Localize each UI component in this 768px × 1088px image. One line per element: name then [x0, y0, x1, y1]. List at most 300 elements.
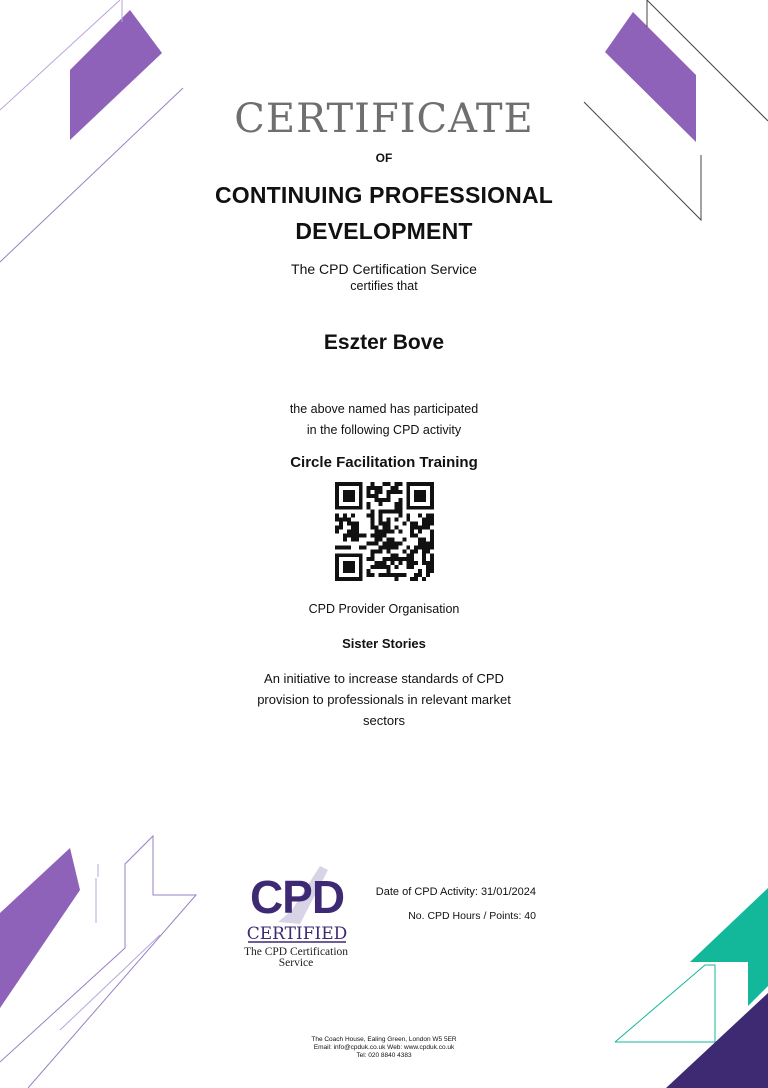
- qr-module: [418, 537, 422, 541]
- qr-module: [398, 557, 402, 561]
- qr-module: [394, 502, 398, 506]
- qr-module: [335, 557, 339, 561]
- qr-module: [359, 502, 363, 506]
- qr-module: [414, 533, 418, 537]
- qr-module: [406, 502, 410, 506]
- heading-line-1: CONTINUING PROFESSIONAL: [214, 182, 554, 208]
- qr-module: [398, 490, 402, 494]
- qr-module: [347, 565, 351, 569]
- qr-module: [383, 498, 387, 502]
- qr-module: [379, 561, 383, 565]
- qr-module: [414, 577, 418, 581]
- qr-module: [335, 494, 339, 498]
- initiative-line-2: provision to professionals in relevant market: [257, 692, 511, 707]
- recipient-name: Eszter Bove: [323, 331, 445, 354]
- qr-module: [394, 577, 398, 581]
- qr-module: [414, 482, 418, 486]
- qr-module: [430, 522, 434, 526]
- qr-module: [367, 502, 371, 506]
- qr-module: [386, 518, 390, 522]
- qr-module: [351, 565, 355, 569]
- qr-module: [426, 573, 430, 577]
- qr-module: [379, 530, 383, 534]
- qr-module: [406, 545, 410, 549]
- qr-module: [386, 526, 390, 530]
- qr-module: [367, 494, 371, 498]
- qr-module: [386, 549, 390, 553]
- qr-module: [414, 498, 418, 502]
- qr-module: [430, 561, 434, 565]
- qr-module: [375, 541, 379, 545]
- footer: [0, 1036, 768, 1060]
- qr-module: [355, 553, 359, 557]
- footer-contact: Email: info@cpduk.co.uk Web: www.cpduk.co.uk: [313, 1044, 455, 1051]
- qr-module: [410, 526, 414, 530]
- qr-module: [367, 573, 371, 577]
- qr-module: [414, 549, 418, 553]
- qr-module: [343, 537, 347, 541]
- provider-name: Sister Stories: [342, 636, 426, 651]
- qr-module: [386, 565, 390, 569]
- qr-module: [347, 545, 351, 549]
- qr-module: [375, 530, 379, 534]
- qr-module: [379, 549, 383, 553]
- qr-module: [410, 549, 414, 553]
- qr-module: [359, 565, 363, 569]
- qr-module: [390, 530, 394, 534]
- qr-module: [426, 514, 430, 518]
- participation-text: [0, 399, 768, 441]
- qr-module: [406, 514, 410, 518]
- qr-module: [379, 545, 383, 549]
- qr-module: [347, 506, 351, 510]
- qr-module: [430, 494, 434, 498]
- qr-module: [371, 482, 375, 486]
- qr-module: [371, 557, 375, 561]
- qr-module: [426, 482, 430, 486]
- qr-module: [371, 565, 375, 569]
- qr-module: [367, 514, 371, 518]
- qr-module: [371, 510, 375, 514]
- bottom-left-purple-shape: [0, 848, 80, 1008]
- qr-module: [430, 514, 434, 518]
- qr-module: [351, 494, 355, 498]
- qr-module: [418, 514, 422, 518]
- qr-module: [422, 549, 426, 553]
- qr-module: [418, 569, 422, 573]
- qr-module: [418, 494, 422, 498]
- qr-module: [426, 522, 430, 526]
- qr-module: [426, 518, 430, 522]
- qr-module: [375, 490, 379, 494]
- qr-module: [390, 490, 394, 494]
- qr-module: [347, 533, 351, 537]
- qr-module: [418, 545, 422, 549]
- qr-module: [347, 553, 351, 557]
- qr-module: [359, 573, 363, 577]
- qr-module: [402, 549, 406, 553]
- qr-module: [335, 490, 339, 494]
- qr-module: [343, 565, 347, 569]
- qr-module: [375, 565, 379, 569]
- qr-module: [426, 565, 430, 569]
- qr-module: [335, 482, 339, 486]
- qr-module: [418, 498, 422, 502]
- issuer: The CPD Certification Service: [291, 261, 477, 277]
- qr-module: [355, 522, 359, 526]
- qr-module: [343, 545, 347, 549]
- qr-module: [398, 573, 402, 577]
- qr-module: [343, 569, 347, 573]
- qr-module: [335, 569, 339, 573]
- qr-module: [343, 482, 347, 486]
- qr-module: [343, 577, 347, 581]
- qr-module: [335, 577, 339, 581]
- qr-module: [406, 565, 410, 569]
- qr-module: [422, 537, 426, 541]
- qr-module: [383, 533, 387, 537]
- qr-module: [367, 541, 371, 545]
- qr-module: [379, 514, 383, 518]
- qr-module: [367, 557, 371, 561]
- qr-module: [394, 518, 398, 522]
- qr-module: [390, 537, 394, 541]
- qr-module: [359, 577, 363, 581]
- qr-module: [347, 577, 351, 581]
- logo-cpd-text: CPD: [249, 871, 345, 923]
- qr-module: [359, 553, 363, 557]
- qr-module: [367, 486, 371, 490]
- qr-module: [426, 545, 430, 549]
- qr-module: [390, 486, 394, 490]
- qr-module: [371, 526, 375, 530]
- qr-module: [386, 490, 390, 494]
- qr-module: [351, 514, 355, 518]
- qr-module: [410, 482, 414, 486]
- qr-module: [367, 569, 371, 573]
- qr-module: [406, 518, 410, 522]
- qr-module: [355, 482, 359, 486]
- qr-module: [394, 553, 398, 557]
- qr-module: [386, 522, 390, 526]
- qr-module: [355, 577, 359, 581]
- qr-module: [422, 490, 426, 494]
- qr-module: [410, 506, 414, 510]
- activity-name: Circle Facilitation Training: [290, 454, 478, 471]
- qr-module: [343, 498, 347, 502]
- qr-module: [390, 561, 394, 565]
- qr-module: [422, 498, 426, 502]
- qr-module: [339, 526, 343, 530]
- qr-module: [359, 490, 363, 494]
- qr-module: [383, 557, 387, 561]
- qr-module: [335, 561, 339, 565]
- qr-module: [430, 506, 434, 510]
- qr-module: [359, 498, 363, 502]
- cpd-points: No. CPD Hours / Points: 40: [408, 910, 536, 922]
- qr-module: [375, 561, 379, 565]
- qr-module: [343, 518, 347, 522]
- qr-module: [430, 482, 434, 486]
- qr-module: [351, 577, 355, 581]
- qr-module: [398, 498, 402, 502]
- qr-module: [379, 502, 383, 506]
- qr-module: [410, 522, 414, 526]
- qr-module: [383, 573, 387, 577]
- qr-module: [390, 557, 394, 561]
- qr-module: [406, 561, 410, 565]
- qr-module: [343, 490, 347, 494]
- qr-module: [339, 506, 343, 510]
- heading-line-2: DEVELOPMENT: [295, 218, 473, 244]
- qr-module: [379, 565, 383, 569]
- qr-module: [386, 569, 390, 573]
- certificate-of: OF: [375, 151, 393, 165]
- qr-module: [379, 533, 383, 537]
- qr-module: [394, 573, 398, 577]
- qr-module: [379, 522, 383, 526]
- qr-module: [422, 482, 426, 486]
- qr-module: [339, 518, 343, 522]
- qr-module: [422, 518, 426, 522]
- qr-module: [351, 537, 355, 541]
- qr-module: [347, 561, 351, 565]
- qr-module: [418, 526, 422, 530]
- qr-module: [386, 541, 390, 545]
- qr-module: [359, 557, 363, 561]
- qr-module: [430, 569, 434, 573]
- qr-module: [371, 518, 375, 522]
- qr-module: [394, 565, 398, 569]
- qr-module: [383, 545, 387, 549]
- qr-module: [383, 482, 387, 486]
- activity-date: Date of CPD Activity: 31/01/2024: [375, 886, 536, 898]
- qr-module: [430, 565, 434, 569]
- initiative-text: [234, 668, 534, 731]
- qr-module: [414, 545, 418, 549]
- qr-module: [347, 569, 351, 573]
- qr-module: [379, 537, 383, 541]
- certificate-title: CERTIFICATE: [234, 96, 534, 142]
- qr-module: [383, 530, 387, 534]
- qr-module: [335, 518, 339, 522]
- bottom-right-teal-outline: [615, 965, 715, 1042]
- qr-module: [430, 530, 434, 534]
- qr-module: [390, 545, 394, 549]
- qr-module: [394, 526, 398, 530]
- qr-module: [371, 533, 375, 537]
- qr-module: [335, 502, 339, 506]
- bottom-right-teal-shape: [690, 888, 768, 1006]
- qr-module: [390, 510, 394, 514]
- qr-module: [347, 494, 351, 498]
- qr-module: [335, 514, 339, 518]
- qr-module: [339, 553, 343, 557]
- qr-module: [355, 533, 359, 537]
- qr-module: [383, 526, 387, 530]
- qr-module: [402, 573, 406, 577]
- qr-module: [371, 541, 375, 545]
- qr-module: [430, 518, 434, 522]
- qr-module: [422, 557, 426, 561]
- qr-module: [383, 510, 387, 514]
- qr-module: [398, 502, 402, 506]
- qr-module: [398, 530, 402, 534]
- qr-module: [410, 577, 414, 581]
- qr-module: [414, 561, 418, 565]
- qr-module: [430, 545, 434, 549]
- participation-line-1: the above named has participated: [289, 402, 479, 416]
- qr-module: [379, 486, 383, 490]
- qr-module: [418, 573, 422, 577]
- qr-module: [398, 482, 402, 486]
- qr-module: [375, 549, 379, 553]
- initiative-line-1: An initiative to increase standards of CPD: [264, 671, 504, 686]
- qr-module: [394, 510, 398, 514]
- qr-module: [375, 526, 379, 530]
- qr-module: [379, 490, 383, 494]
- qr-module: [406, 486, 410, 490]
- qr-module: [430, 498, 434, 502]
- qr-module: [422, 522, 426, 526]
- logo-certified-text: CERTIFIED: [246, 924, 348, 944]
- qr-module: [386, 537, 390, 541]
- qr-module: [371, 514, 375, 518]
- qr-module: [430, 490, 434, 494]
- qr-module: [418, 541, 422, 545]
- qr-module: [335, 553, 339, 557]
- qr-module: [351, 498, 355, 502]
- qr-module: [371, 522, 375, 526]
- qr-module: [386, 573, 390, 577]
- qr-module: [371, 494, 375, 498]
- qr-module: [394, 506, 398, 510]
- qr-module: [351, 522, 355, 526]
- qr-module: [363, 533, 367, 537]
- qr-module: [410, 561, 414, 565]
- participation-line-2: in the following CPD activity: [306, 423, 462, 437]
- qr-module: [343, 533, 347, 537]
- qr-module: [394, 541, 398, 545]
- qr-module: [402, 537, 406, 541]
- qr-module: [343, 514, 347, 518]
- qr-module: [386, 482, 390, 486]
- qr-module: [375, 498, 379, 502]
- qr-module: [430, 533, 434, 537]
- qr-module: [386, 557, 390, 561]
- qr-module: [359, 506, 363, 510]
- qr-module: [335, 565, 339, 569]
- qr-module: [347, 498, 351, 502]
- qr-module: [347, 522, 351, 526]
- qr-module: [394, 545, 398, 549]
- qr-module: [390, 541, 394, 545]
- qr-module: [386, 545, 390, 549]
- qr-module: [410, 533, 414, 537]
- qr-module: [390, 553, 394, 557]
- qr-module: [355, 506, 359, 510]
- qr-module: [422, 526, 426, 530]
- qr-module: [343, 506, 347, 510]
- logo-line-2: Service: [278, 957, 314, 969]
- qr-module: [347, 482, 351, 486]
- qr-module: [418, 490, 422, 494]
- qr-module: [426, 526, 430, 530]
- qr-module: [414, 494, 418, 498]
- qr-module: [335, 486, 339, 490]
- qr-module: [410, 557, 414, 561]
- qr-module: [351, 533, 355, 537]
- qr-module: [426, 541, 430, 545]
- qr-module: [371, 573, 375, 577]
- qr-module: [379, 573, 383, 577]
- qr-module: [359, 494, 363, 498]
- qr-module: [418, 482, 422, 486]
- qr-module: [335, 506, 339, 510]
- qr-module: [379, 510, 383, 514]
- qr-module: [402, 522, 406, 526]
- qr-module: [339, 522, 343, 526]
- provider-label: CPD Provider Organisation: [308, 602, 460, 616]
- qr-module: [335, 545, 339, 549]
- qr-module: [386, 498, 390, 502]
- qr-module: [430, 502, 434, 506]
- qr-module: [426, 569, 430, 573]
- qr-module: [355, 526, 359, 530]
- qr-module: [430, 553, 434, 557]
- qr-module: [363, 545, 367, 549]
- qr-module: [394, 490, 398, 494]
- qr-module: [422, 545, 426, 549]
- qr-module: [339, 545, 343, 549]
- qr-module: [343, 494, 347, 498]
- qr-module: [430, 537, 434, 541]
- qr-module: [351, 553, 355, 557]
- qr-module: [375, 533, 379, 537]
- qr-module: [367, 490, 371, 494]
- qr-module: [426, 549, 430, 553]
- qr-module: [383, 522, 387, 526]
- qr-module: [343, 553, 347, 557]
- qr-module: [398, 506, 402, 510]
- qr-module: [394, 486, 398, 490]
- qr-module: [418, 506, 422, 510]
- qr-module: [430, 557, 434, 561]
- qr-module: [422, 541, 426, 545]
- qr-module: [422, 553, 426, 557]
- qr-module: [335, 530, 339, 534]
- qr-module: [347, 530, 351, 534]
- qr-module: [430, 486, 434, 490]
- qr-module: [359, 482, 363, 486]
- qr-module: [351, 530, 355, 534]
- qr-module: [394, 482, 398, 486]
- qr-module: [355, 537, 359, 541]
- qr-module: [335, 498, 339, 502]
- qr-module: [414, 522, 418, 526]
- qr-module: [414, 526, 418, 530]
- qr-module: [359, 486, 363, 490]
- qr-module: [398, 510, 402, 514]
- qr-module: [375, 494, 379, 498]
- qr-module: [367, 506, 371, 510]
- qr-code-icon[interactable]: [335, 482, 434, 581]
- qr-module: [351, 526, 355, 530]
- qr-module: [394, 557, 398, 561]
- qr-module: [410, 530, 414, 534]
- qr-module: [359, 545, 363, 549]
- footer-tel: Tel: 020 8840 4383: [356, 1052, 412, 1059]
